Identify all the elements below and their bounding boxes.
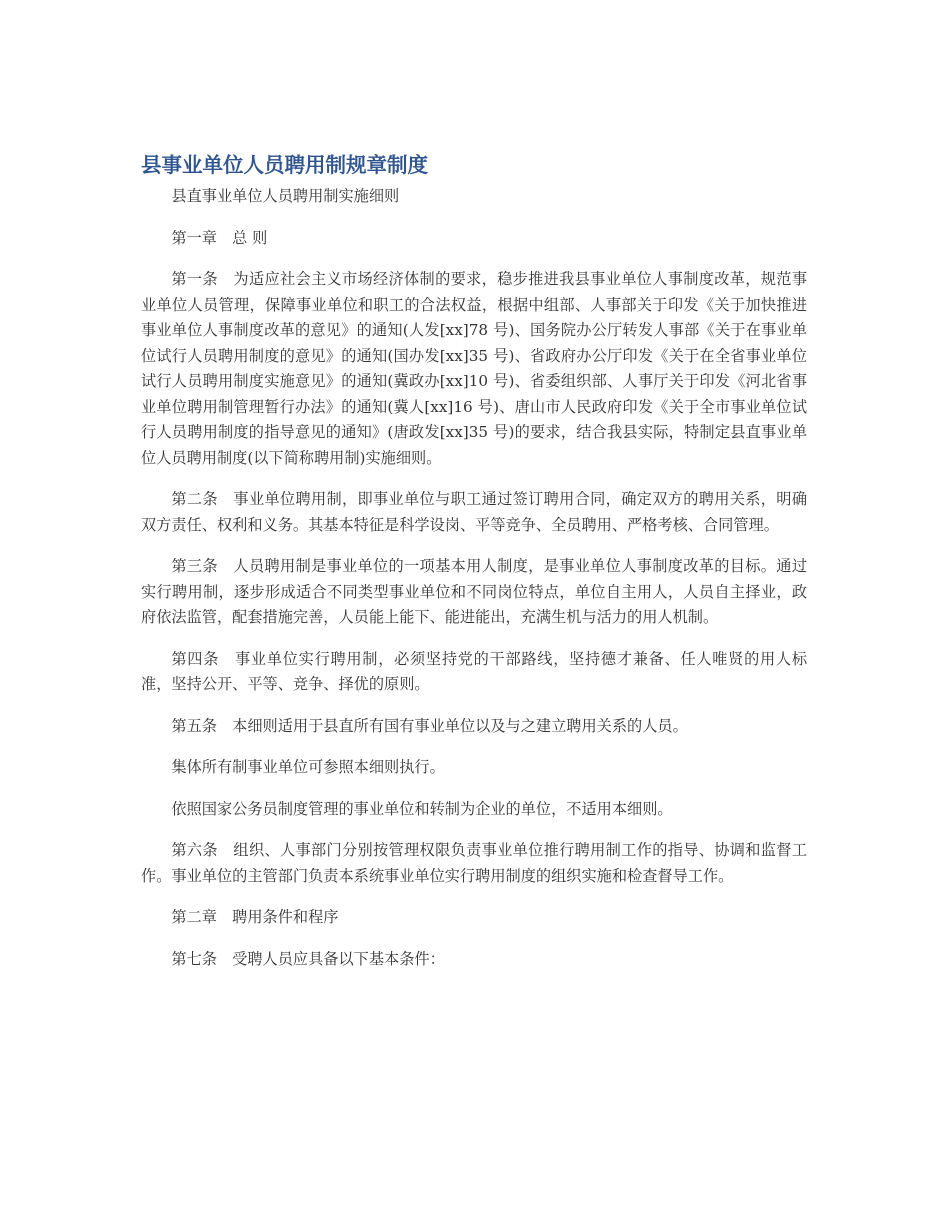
article-2-paragraph: 第二条 事业单位聘用制，即事业单位与职工通过签订聘用合同，确定双方的聘用关系，明确双方责任、权利和义务。其基本特征是科学设岗、平等竞争、全员聘用、严格考核、合同管理。: [141, 490, 807, 534]
article-4-paragraph: 第四条 事业单位实行聘用制，必须坚持党的干部路线，坚持德才兼备、任人唯贤的用人标准，坚持公开、平等、竞争、择优的原则。: [141, 649, 807, 693]
article-6-paragraph: 第六条 组织、人事部门分别按管理权限负责事业单位推行聘用制工作的指导、协调和监督工作。事业单位的主管部门负责本系统事业单位实行聘用制度的组织实施和检查督导工作。: [141, 841, 807, 885]
article-1-paragraph: 第一条 为适应社会主义市场经济体制的要求，稳步推进我县事业单位人事制度改革，规范事业单位人员管理，保障事业单位和职工的合法权益，根据中组部、人事部关于印发《关于加快推进事业单位人事制度改革的意见》的通知(人发[xx]78 号)、国务院办公厅转发人事部《关于在事业单位试行人员聘用制度的意见》的通知(国办发[xx]35 号)、省政府办公厅印发《关于在全省事业单位试行人员聘用制度实施意见》的通知(冀政办[xx]10 号)、省委组织部、人事厅关于印发《河北省事业单位聘用制管理暂行办法》的通知(冀人[xx]16 号)、唐山市人民政府印发《关于全市事业单位试行人员聘用制度的指导意见的通知》(唐政发[xx]35 号)的要求，结合我县实际，特制定县直事业单位人员聘用制度(以下简称聘用制)实施细则。: [141, 270, 808, 467]
chapter-2-heading: 第二章 聘用条件和程序: [171, 908, 339, 926]
article-5-note-1: 集体所有制事业单位可参照本细则执行。: [171, 758, 445, 776]
article-5-note-2: 依照国家公务员制度管理的事业单位和转制为企业的单位，不适用本细则。: [171, 799, 673, 818]
chapter-1-heading: 第一章 总 则: [171, 228, 268, 247]
article-7-paragraph: 第七条 受聘人员应具备以下基本条件：: [171, 949, 445, 968]
document-body: [141, 148, 807, 988]
article-5-paragraph: 第五条 本细则适用于县直所有国有事业单位以及与之建立聘用关系的人员。: [171, 716, 688, 735]
article-3-paragraph: 第三条 人员聘用制是事业单位的一项基本用人制度，是事业单位人事制度改革的目标。通过实行聘用制，逐步形成适合不同类型事业单位和不同岗位特点，单位自主用人，人员自主择业，政府依法监管，配套措施完善，人员能上能下、能进能出，充满生机与活力的用人机制。: [141, 557, 807, 626]
subtitle-paragraph: 县直事业单位人员聘用制实施细则: [171, 187, 400, 205]
document-title: 县事业单位人员聘用制规章制度: [141, 153, 428, 177]
